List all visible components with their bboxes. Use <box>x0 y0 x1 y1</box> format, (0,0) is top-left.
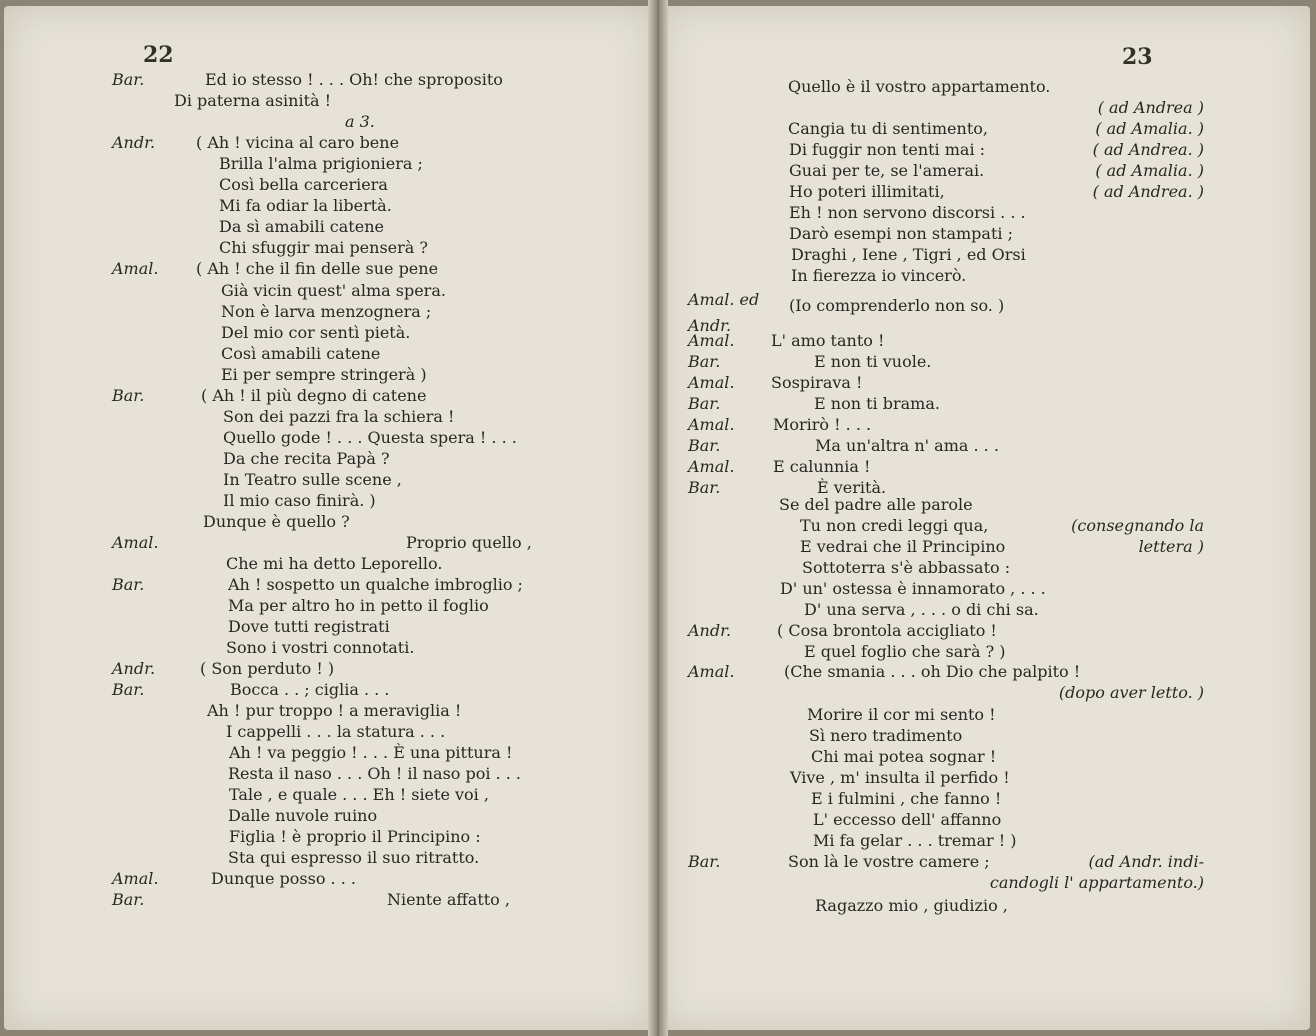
verse-text: Sono i vostri connotati. <box>226 638 415 657</box>
verse-text: Eh ! non servono discorsi . . . <box>789 203 1026 222</box>
stage-direction: (dopo aver letto. ) <box>1058 683 1204 702</box>
verse-text: Morirò ! . . . <box>773 415 872 434</box>
verse-text: Sì nero tradimento <box>809 726 963 745</box>
speaker-name: Amal. <box>688 373 735 392</box>
verse-text: I cappelli . . . la statura . . . <box>226 722 446 741</box>
verse-text: E non ti brama. <box>814 394 940 413</box>
speaker-name: Amal. <box>688 415 735 434</box>
verse-text: Ho poteri illimitati, <box>789 182 945 201</box>
verse-text: Ah ! sospetto un qualche imbroglio ; <box>228 575 523 594</box>
verse-text: Sospirava ! <box>771 373 863 392</box>
speaker-name: Bar. <box>688 436 721 455</box>
verse-text: Del mio cor sentì pietà. <box>221 323 411 342</box>
verse-text: Dove tutti registrati <box>228 617 390 636</box>
verse-text: Dalle nuvole ruino <box>228 806 378 825</box>
verse-text: Chi sfuggir mai penserà ? <box>219 238 428 257</box>
verse-text: (Che smania . . . oh Dio che palpito ! <box>784 662 1081 681</box>
speaker-name: Amal. <box>112 869 159 888</box>
speaker-name: Bar. <box>688 394 721 413</box>
speaker-name: Amal. <box>688 331 735 350</box>
verse-text: Mi fa gelar . . . tremar ! ) <box>813 831 1017 850</box>
speaker-name: Amal. <box>688 457 735 476</box>
verse-text: In fierezza io vincerò. <box>791 266 967 285</box>
verse-text: E quel foglio che sarà ? ) <box>804 642 1006 661</box>
verse-text: Ei per sempre stringerà ) <box>221 365 427 384</box>
verse-text: Brilla l'alma prigioniera ; <box>219 154 423 173</box>
stage-direction: candogli l' appartamento.) <box>989 873 1204 892</box>
speaker-name: Bar. <box>688 478 721 497</box>
verse-text: L' amo tanto ! <box>771 331 885 350</box>
verse-text: Resta il naso . . . Oh ! il naso poi . . . <box>228 764 522 783</box>
verse-text: Bocca . . ; ciglia . . . <box>230 680 390 699</box>
verse-text: ( Cosa brontola accigliato ! <box>777 621 997 640</box>
verse-text: Ah ! pur troppo ! a meraviglia ! <box>207 701 462 720</box>
speaker-name: Andr. <box>112 133 156 152</box>
verse-text: Sta qui espresso il suo ritratto. <box>228 848 480 867</box>
verse-text: Di paterna asinità ! <box>174 91 332 110</box>
verse-text: Ma per altro ho in petto il foglio <box>228 596 489 615</box>
verse-text: Quello è il vostro appartamento. <box>788 77 1051 96</box>
speaker-name: Andr. <box>112 659 156 678</box>
verse-text: Dunque posso . . . <box>211 869 356 888</box>
stage-direction: lettera ) <box>1138 537 1204 556</box>
verse-text: Ed io stesso ! . . . Oh! che sproposito <box>205 70 503 89</box>
verse-text: Sottoterra s'è abbassato : <box>802 558 1011 577</box>
verse-text: Di fuggir non tenti mai : <box>789 140 986 159</box>
verse-text: Quello gode ! . . . Questa spera ! . . . <box>223 428 517 447</box>
verse-text: Chi mai potea sognar ! <box>811 747 997 766</box>
stage-direction: ( ad Andrea. ) <box>1092 182 1204 201</box>
verse-text: Niente affatto , <box>387 890 510 909</box>
verse-text: Figlia ! è proprio il Principino : <box>229 827 481 846</box>
verse-text: Già vicin quest' alma spera. <box>221 281 446 300</box>
verse-text: Ragazzo mio , giudizio , <box>815 896 1008 915</box>
speaker-name: Bar. <box>112 680 145 699</box>
verse-text: Proprio quello , <box>406 533 532 552</box>
verse-text: Morire il cor mi sento ! <box>807 705 996 724</box>
stage-direction: (ad Andr. indi- <box>1088 852 1204 871</box>
verse-text: In Teatro sulle scene , <box>223 470 402 489</box>
page-number-left: 22 <box>143 42 174 68</box>
speaker-name: Bar. <box>688 352 721 371</box>
stage-direction: ( ad Andrea. ) <box>1092 140 1204 159</box>
verse-text: Vive , m' insulta il perfido ! <box>790 768 1010 787</box>
verse-text: E calunnia ! <box>773 457 871 476</box>
verse-text: Così amabili catene <box>221 344 381 363</box>
verse-text: E i fulmini , che fanno ! <box>811 789 1002 808</box>
verse-text: E vedrai che il Principino <box>800 537 1006 556</box>
verse-text: Dunque è quello ? <box>203 512 350 531</box>
verse-text: D' un' ostessa è innamorato , . . . <box>780 579 1046 598</box>
stage-direction: ( ad Amalia. ) <box>1095 119 1204 138</box>
verse-text: ( Son perduto ! ) <box>200 659 335 678</box>
verse-text: Da sì amabili catene <box>219 217 384 236</box>
speaker-name: Bar. <box>112 386 145 405</box>
speaker-name: Amal. <box>112 533 159 552</box>
verse-text: Tale , e quale . . . Eh ! siete voi , <box>229 785 489 804</box>
speaker-name: Andr. <box>688 621 732 640</box>
speaker-name: Amal. <box>688 662 735 681</box>
speaker-name: Bar. <box>688 852 721 871</box>
verse-text: a 3. <box>345 112 375 131</box>
verse-text: L' eccesso dell' affanno <box>813 810 1002 829</box>
verse-text: (Io comprenderlo non so. ) <box>789 296 1005 315</box>
speaker-name: Bar. <box>112 890 145 909</box>
verse-text: Darò esempi non stampati ; <box>789 224 1013 243</box>
speaker-name: Amal. <box>112 259 159 278</box>
verse-text: Son là le vostre camere ; <box>788 852 990 871</box>
speaker-name: Andr. <box>688 316 732 335</box>
verse-text: Il mio caso finirà. ) <box>223 491 376 510</box>
verse-text: D' una serva , . . . o di chi sa. <box>804 600 1039 619</box>
stage-direction: ( ad Andrea ) <box>1097 98 1204 117</box>
verse-text: Se del padre alle parole <box>779 495 973 514</box>
verse-text: È verità. <box>817 478 887 497</box>
verse-text: Ah ! va peggio ! . . . È una pittura ! <box>229 743 513 762</box>
verse-text: Ma un'altra n' ama . . . <box>815 436 999 455</box>
verse-text: Così bella carceriera <box>219 175 388 194</box>
stage-direction: (consegnando la <box>1071 516 1204 535</box>
verse-text: Che mi ha detto Leporello. <box>226 554 443 573</box>
verse-text: ( Ah ! il più degno di catene <box>201 386 427 405</box>
verse-text: Guai per te, se l'amerai. <box>789 161 985 180</box>
verse-text: E non ti vuole. <box>814 352 932 371</box>
verse-text: Son dei pazzi fra la schiera ! <box>223 407 455 426</box>
page-number-right: 23 <box>1122 44 1153 70</box>
verse-text: Draghi , Iene , Tigri , ed Orsi <box>791 245 1026 264</box>
speaker-name: Bar. <box>112 70 145 89</box>
speaker-name: Amal. ed <box>688 290 760 309</box>
verse-text: Da che recita Papà ? <box>223 449 390 468</box>
stage-direction: ( ad Amalia. ) <box>1095 161 1204 180</box>
verse-text: ( Ah ! che il fin delle sue pene <box>196 259 439 278</box>
verse-text: ( Ah ! vicina al caro bene <box>196 133 400 152</box>
speaker-name: Bar. <box>112 575 145 594</box>
verse-text: Cangia tu di sentimento, <box>788 119 988 138</box>
verse-text: Tu non credi leggi qua, <box>800 516 989 535</box>
verse-text: Mi fa odiar la libertà. <box>219 196 392 215</box>
book-gutter <box>648 0 668 1036</box>
verse-text: Non è larva menzognera ; <box>221 302 432 321</box>
